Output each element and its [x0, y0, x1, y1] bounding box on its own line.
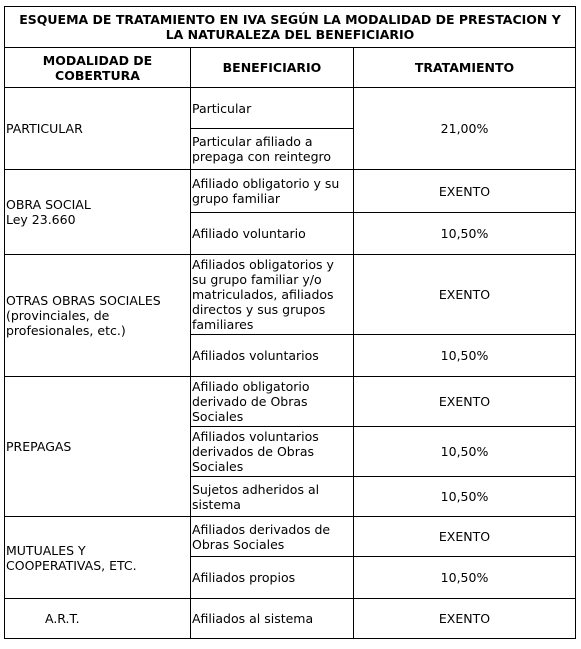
tratamiento-cell: 10,50%	[354, 477, 576, 517]
beneficiario-cell: Afiliados al sistema	[191, 599, 354, 639]
tratamiento-cell: 10,50%	[354, 213, 576, 255]
beneficiario-cell: Afiliados derivados de Obras Sociales	[191, 517, 354, 557]
table-title: ESQUEMA DE TRATAMIENTO EN IVA SEGÚN LA MODALIDAD DE PRESTACION Y LA NATURALEZA DEL BENEFICIARIO	[5, 7, 576, 48]
tratamiento-cell: 21,00%	[354, 88, 576, 170]
iva-treatment-table	[4, 6, 576, 639]
beneficiario-cell: Afiliados voluntarios	[191, 335, 354, 377]
tratamiento-cell: 10,50%	[354, 427, 576, 477]
tratamiento-cell: EXENTO	[354, 517, 576, 557]
modalidad-particular: PARTICULAR	[5, 88, 191, 170]
header-modalidad: MODALIDAD DE COBERTURA	[5, 48, 191, 88]
beneficiario-cell: Afiliado voluntario	[191, 213, 354, 255]
modalidad-mutuales: MUTUALES Y COOPERATIVAS, ETC.	[5, 517, 191, 599]
tratamiento-cell: EXENTO	[354, 377, 576, 427]
beneficiario-cell: Afiliados obligatorios y su grupo familiar y/o matriculados, afiliados directos y sus grupos familiares	[191, 255, 354, 335]
beneficiario-cell: Afiliados propios	[191, 557, 354, 599]
tratamiento-cell: EXENTO	[354, 255, 576, 335]
beneficiario-cell: Afiliados voluntarios derivados de Obras Sociales	[191, 427, 354, 477]
beneficiario-cell: Sujetos adheridos al sistema	[191, 477, 354, 517]
beneficiario-cell: Afiliado obligatorio derivado de Obras Sociales	[191, 377, 354, 427]
beneficiario-cell: Afiliado obligatorio y su grupo familiar	[191, 170, 354, 213]
modalidad-prepagas: PREPAGAS	[5, 377, 191, 517]
tratamiento-cell: 10,50%	[354, 557, 576, 599]
header-beneficiario: BENEFICIARIO	[191, 48, 354, 88]
header-tratamiento: TRATAMIENTO	[354, 48, 576, 88]
tratamiento-cell: 10,50%	[354, 335, 576, 377]
modalidad-art: A.R.T.	[5, 599, 191, 639]
tratamiento-cell: EXENTO	[354, 599, 576, 639]
modalidad-obra-social: OBRA SOCIAL Ley 23.660	[5, 170, 191, 255]
tratamiento-cell: EXENTO	[354, 170, 576, 213]
beneficiario-cell: Particular afiliado a prepaga con reintegro	[191, 129, 354, 170]
beneficiario-cell: Particular	[191, 88, 354, 129]
modalidad-otras-obras-sociales: OTRAS OBRAS SOCIALES (provinciales, de profesionales, etc.)	[5, 255, 191, 377]
